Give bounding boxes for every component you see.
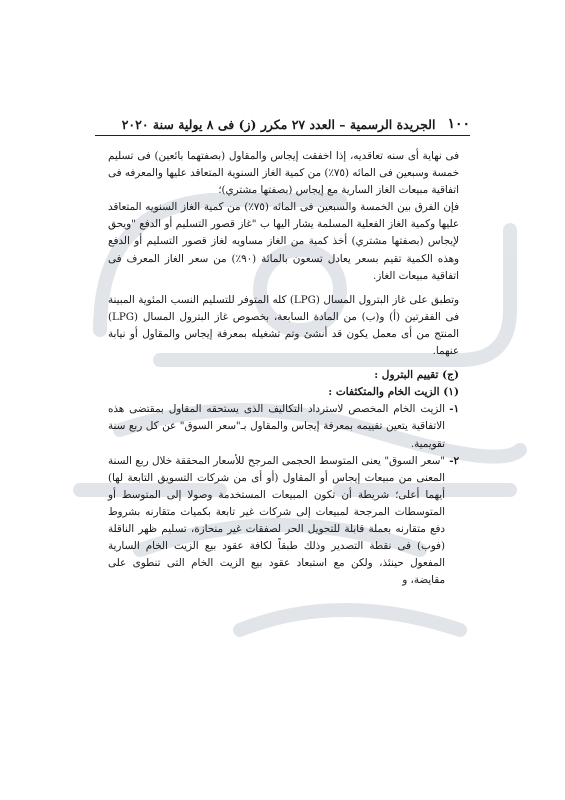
list-item bbox=[108, 453, 459, 590]
list-item bbox=[108, 401, 459, 452]
page-header bbox=[95, 108, 470, 136]
gazette-title: الجريدة الرسمية – العدد ٢٧ مكرر (ز) فى ٨ يولية سنة ٢٠٢٠ bbox=[121, 117, 436, 132]
page-body bbox=[108, 148, 459, 589]
paragraph-difference: فإن الفرق بين الخمسة والسبعين فى المائه (٧٥٪) من كمية الغاز السنويه المتعاقد عليها وكمية الغاز الفعلية المسلمة يشار اليها ب "غاز قصور التسليم أو الدفع "ويحق لإيجاس (بصفتها مشتري) أخذ كمية من الغاز مساويه لغاز قصور التسليم أو الدفع وهذه الكمية تقيم بسعر يعادل تسعون بالمائة (٩٠٪) من سعر الغاز المعرف فى اتفاقية مبيعات الغاز. bbox=[108, 201, 460, 282]
list-marker: ١- bbox=[449, 403, 459, 416]
section-subheading: (١) الزيت الخام والمتكثفات : bbox=[328, 386, 459, 399]
paragraph-lpg: وتطبق على غاز البترول المسال (LPG) كله المتوفر للتسليم النسب المئوية المبينة فى الفقرتين (أ) و(ب) من المادة السابعة، بخصوص غاز البترول المسال (LPG) المنتج من أى معمل يكون قد أنشئ وتم تشغيله بمعرفة إيجاس والمقاول أو نيابة عنهما. bbox=[108, 293, 459, 358]
paragraph-shortfall: فى نهاية أى سنه تعاقديه، إذا اخفقت إيجاس والمقاول (بصفتهما بائعين) فى تسليم خمسة وسبعين فى المائه (٧٥٪) من كمية الغاز السنوية المتعاقد عليها والمعرفه فى اتفاقية مبيعات الغاز السارية مع إيجاس (بصفتها مشتري)؛ bbox=[108, 150, 460, 197]
list-item-text: الزيت الخام المخصص لاسترداد التكاليف الذى يستحقه المقاول بمقتضى هذه الاتفاقية يتعين تقييمه بمعرفة إيجاس والمقاول بـ"سعر السوق" عن كل ربع سنة تقويمية. bbox=[108, 403, 445, 450]
page-number: ١٠٠ bbox=[447, 116, 470, 132]
list-item-text: "سعر السوق" يعنى المتوسط الحجمى المرجح للأسعار المحققة خلال ربع السنة المعنى من مبيعات إيجاس أو المقاول (أو أى من شركات التسويق التابعة لها) أيهما أعلى؛ شريطة أن تكون المبيعات المستخدمة وصولا إلى المتوسط أو المتوسطات المرجحة لمبيعات إلى شركات غير تابعة بكميات متقارنه بشروط دفع متقارنه بعملة قابلة للتحويل الحر لصفقات غير منحازة، تسليم ظهر الناقلة (فوب) فى نقطة التصدير وذلك طبقاً لكافة عقود بيع الزيت الخام السارية المفعول حينئذ، ولكن مع استبعاد عقود بيع الزيت الخام التى تنطوى على مقايضة، و bbox=[108, 454, 445, 587]
section-heading: (ج) تقييم البترول : bbox=[374, 369, 459, 382]
list-marker: ٢- bbox=[449, 454, 459, 467]
